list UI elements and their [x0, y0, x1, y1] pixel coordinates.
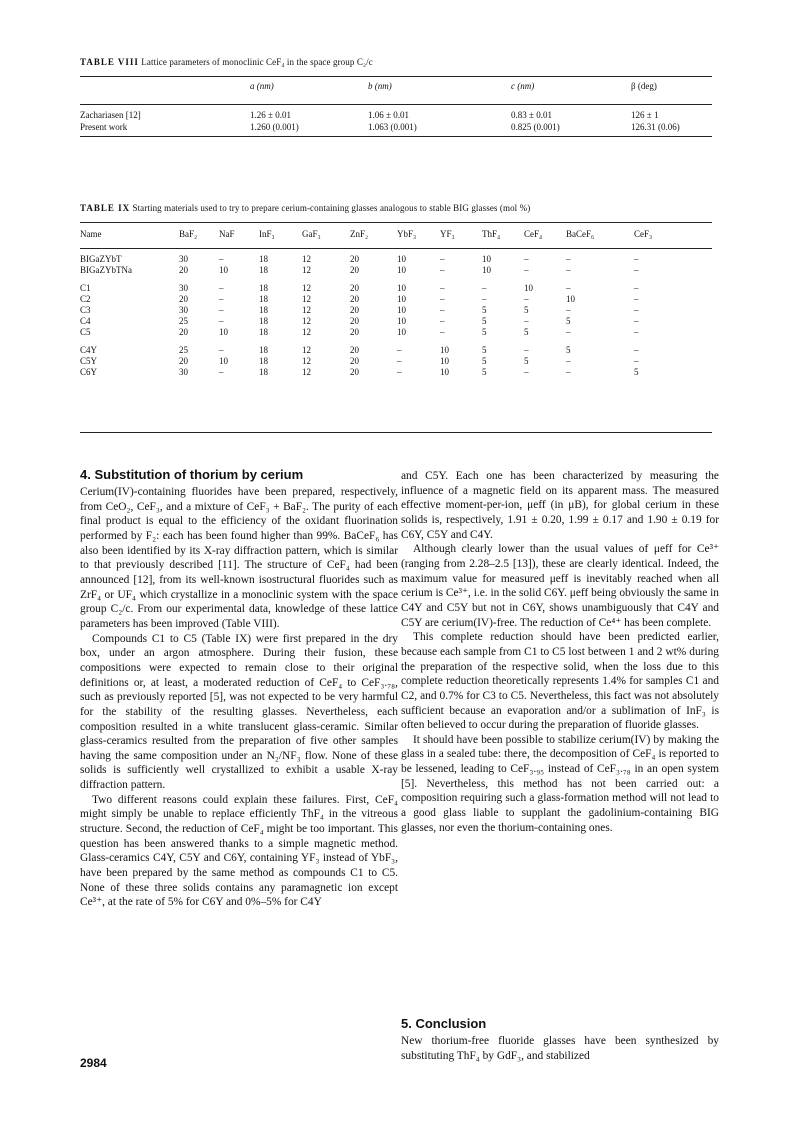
table8-header: c (nm) [511, 81, 535, 91]
table-cell: 1.06 ± 0.01 [368, 110, 409, 120]
table-row [80, 109, 712, 121]
table8 [80, 80, 712, 92]
table-cell: 10 [397, 254, 406, 264]
table-cell: 20 [350, 305, 359, 315]
paragraph: It should have been possible to stabilize cerium(IV) by making the glass in a sealed tube: there, the decomposition of CeF₄ is reported to be lessened, leading to CeF₃.₉₅ instead of CeF₃.₇₈ in an open system [5]. Nevertheless, this method has not been carried out: a composition requiring such a glass-formation method will not lead to a good glass liable to supplant the gadolinium-containing BIG glasses, nor even the thorium-containing ones. [401, 733, 719, 834]
table-cell: – [482, 283, 487, 293]
table-cell: 5 [482, 345, 487, 355]
table-cell: – [524, 345, 529, 355]
table-cell: 10 [566, 294, 575, 304]
table9-title: Starting materials used to try to prepare cerium-containing glasses analogous to stable BIG glasses (mol %) [132, 203, 531, 213]
table-cell: – [566, 254, 571, 264]
table-cell: 18 [259, 367, 268, 377]
table-cell: 18 [259, 305, 268, 315]
table9-bottom-rule [80, 432, 712, 433]
table8-header: β (deg) [631, 81, 657, 91]
table-row [80, 294, 712, 305]
table9-header: YF₃ [440, 229, 455, 239]
table-cell: 10 [524, 283, 533, 293]
table-cell: – [219, 254, 224, 264]
table-cell: Zachariasen [12] [80, 110, 141, 120]
row-name-cell: C1 [80, 283, 91, 293]
table-cell: 18 [259, 294, 268, 304]
table-cell: 0.825 (0.001) [511, 122, 560, 132]
row-name-cell: C4 [80, 316, 91, 326]
table8-mid-rule [80, 104, 712, 105]
table8-title: Lattice parameters of monoclinic CeF₄ in the space group C₂/c [141, 57, 373, 67]
table-cell: – [440, 294, 445, 304]
table-cell: 10 [482, 254, 491, 264]
table-cell: 12 [302, 327, 311, 337]
row-name-cell: C5 [80, 327, 91, 337]
table8-label: TABLE VIII [80, 57, 139, 67]
table-cell: 5 [482, 316, 487, 326]
table9-body [80, 254, 712, 378]
row-name-cell: BIGaZYbTNa [80, 265, 132, 275]
table-cell: 10 [397, 316, 406, 326]
table-row [80, 338, 712, 356]
table9-caption [80, 203, 530, 213]
table-cell: 5 [524, 305, 529, 315]
table-row [80, 276, 712, 294]
table-cell: – [482, 294, 487, 304]
paragraph: Although clearly lower than the usual values of μeff for Ce³⁺ (ranging from 2.28–2.5 [13]), these are clearly identical. Indeed, the maximum value for measured μeff is inevitably reached when all cerium is Ce³⁺, i.e. in the solid C6Y. μeff being obviously the same in C4Y and C5Y but not in C6Y, shows unambiguously that C4Y and C5Y are cerium(IV)-free. The reduction of Ce⁴⁺ has been complete. [401, 543, 719, 629]
table-row [80, 265, 712, 276]
text-column-right [401, 469, 719, 835]
table-cell: – [634, 294, 639, 304]
table9-head [80, 227, 712, 241]
paragraph: New thorium-free fluoride glasses have been synthesized by substituting ThF₄ by GdF₃, and stabilized [401, 1035, 719, 1062]
table-cell: 30 [179, 254, 188, 264]
table-cell: – [219, 367, 224, 377]
table-cell: 5 [524, 356, 529, 366]
table-cell: 18 [259, 254, 268, 264]
table-cell: 18 [259, 316, 268, 326]
table-cell: 10 [219, 265, 228, 275]
table8-caption [80, 57, 373, 67]
table-row [80, 305, 712, 316]
text-column-left [80, 467, 398, 910]
section-heading: 5. Conclusion [401, 1016, 487, 1031]
table-cell: – [440, 305, 445, 315]
table-cell: 10 [440, 356, 449, 366]
table9-header: GaF₃ [302, 229, 321, 239]
table-cell: – [397, 356, 402, 366]
table-cell: 126 ± 1 [631, 110, 659, 120]
table-cell: 30 [179, 305, 188, 315]
table-cell: 12 [302, 345, 311, 355]
table8-body [80, 109, 712, 133]
table8-bottom-rule [80, 136, 712, 137]
table-cell: 20 [350, 356, 359, 366]
table-cell: 18 [259, 283, 268, 293]
table-cell: 20 [350, 294, 359, 304]
table-cell: 20 [350, 327, 359, 337]
conclusion-block [401, 1016, 719, 1063]
table-cell: 5 [566, 316, 571, 326]
table-cell: 20 [350, 265, 359, 275]
table-cell: 126.31 (0.06) [631, 122, 680, 132]
row-name-cell: C2 [80, 294, 91, 304]
table-cell: – [219, 305, 224, 315]
table9-header: YbF₃ [397, 229, 417, 239]
table-cell: 12 [302, 265, 311, 275]
table-cell: 1.260 (0.001) [250, 122, 299, 132]
table-cell: – [566, 305, 571, 315]
table-row [80, 316, 712, 327]
table-cell: – [397, 367, 402, 377]
table-cell: 18 [259, 356, 268, 366]
table-cell: 10 [219, 356, 228, 366]
table9-header: CeF₃ [634, 229, 653, 239]
table-cell: 10 [397, 305, 406, 315]
section-heading: 4. Substitution of thorium by cerium [80, 467, 304, 482]
table-cell: 12 [302, 316, 311, 326]
table-cell: 20 [350, 316, 359, 326]
table-cell: – [524, 254, 529, 264]
table-cell: 20 [350, 254, 359, 264]
table-cell: – [524, 316, 529, 326]
table-cell: 12 [302, 294, 311, 304]
table-cell: – [634, 345, 639, 355]
table8-top-rule [80, 76, 712, 77]
table-cell: 5 [482, 305, 487, 315]
table-cell: 20 [179, 356, 188, 366]
table9-header-row [80, 227, 712, 241]
table-cell: 10 [397, 327, 406, 337]
table8-header: a (nm) [250, 81, 274, 91]
table-cell: – [634, 254, 639, 264]
row-name-cell: C3 [80, 305, 91, 315]
table-cell: 20 [179, 294, 188, 304]
table-cell: – [566, 283, 571, 293]
table8-header-row [80, 80, 712, 92]
table9-label: TABLE IX [80, 203, 131, 213]
table9-header: NaF [219, 229, 235, 239]
table-cell: 18 [259, 327, 268, 337]
table-row [80, 367, 712, 378]
table-cell: 5 [482, 356, 487, 366]
table-cell: 12 [302, 356, 311, 366]
table-cell: 5 [524, 327, 529, 337]
table-cell: 12 [302, 254, 311, 264]
table-cell: – [634, 316, 639, 326]
table-cell: 10 [397, 265, 406, 275]
table-cell: – [219, 283, 224, 293]
table-row [80, 356, 712, 367]
table-cell: 0.83 ± 0.01 [511, 110, 552, 120]
table-cell: – [397, 345, 402, 355]
table-cell: – [634, 265, 639, 275]
table-cell: – [440, 265, 445, 275]
table-row [80, 327, 712, 338]
table9-mid-rule [80, 248, 712, 249]
table-cell: 5 [634, 367, 639, 377]
paragraph: Compounds C1 to C5 (Table IX) were first prepared in the dry box, under an argon atmosphere. During their fusion, these compositions were expected to remain close to their original definitions or, at least, a moderated reduction of CeF₄ to CeF₃.₇₈, such as previously reported [5], was not expected to be very harmful for the stability of the resulting glasses. Nevertheless, each composition resulted in a white translucent glass-ceramic. Similar glass-ceramics resulted from the preparation of five other samples having the same composition under an N₂/NF₃ flow. None of these solids is sufficiently well crystallized to exhibit a usable X-ray diffraction pattern. [80, 632, 398, 792]
table-cell: 12 [302, 305, 311, 315]
table-cell: 5 [482, 327, 487, 337]
table-cell: 12 [302, 367, 311, 377]
page-number: 2984 [80, 1056, 107, 1070]
table-cell: – [566, 367, 571, 377]
table-cell: 20 [350, 283, 359, 293]
table-cell: – [566, 327, 571, 337]
table9-header: Name [80, 229, 102, 239]
table9-header: BaCeF₆ [566, 229, 595, 239]
table-cell: – [524, 367, 529, 377]
paragraph: This complete reduction should have been predicted earlier, because each sample from C1 to C5 lost between 1 and 2 wt% during the preparation of the respective solid, when the loss due to this complete reduction theoretically represents 1.4% for samples C1 and C2, and 0.7% for C3 to C5. Nevertheless, this fact was not absolutely sufficient because an evaporation and/or a sublimation of InF₃ is often believed to occur during the preparation of fluoride glasses. [401, 631, 719, 732]
table-cell: 10 [397, 294, 406, 304]
table-cell: 25 [179, 345, 188, 355]
table-cell: 18 [259, 265, 268, 275]
table9-header: ThF₄ [482, 229, 501, 239]
table9-header: InF₃ [259, 229, 275, 239]
table-row [80, 121, 712, 133]
table-cell: 25 [179, 316, 188, 326]
paragraph: Two different reasons could explain these failures. First, CeF₄ might simply be unable to replace efficiently ThF₄ in the vitreous structure. Second, the reduction of CeF₄ might be too important. This question has been answered thanks to a simple magnetic method. Glass-ceramics C4Y, C5Y and C6Y, containing YF₃ instead of YbF₃, have been prepared by the same method as compounds C1 to C5. None of these three solids contains any paramagnetic ion except Ce³⁺, at the rate of 5% for C6Y and 0%–5% for C4Y [80, 793, 398, 909]
table-cell: – [566, 356, 571, 366]
table-cell: – [566, 265, 571, 275]
table9-header: BaF₂ [179, 229, 198, 239]
table-cell: 10 [440, 345, 449, 355]
table-cell: 10 [397, 283, 406, 293]
table-cell: – [219, 345, 224, 355]
table-cell: – [524, 265, 529, 275]
row-name-cell: C6Y [80, 367, 98, 377]
table-cell: 1.063 (0.001) [368, 122, 417, 132]
table9-header: CeF₄ [524, 229, 543, 239]
table-cell: 10 [440, 367, 449, 377]
row-name-cell: C4Y [80, 345, 98, 355]
table-cell: – [440, 316, 445, 326]
table-cell: 18 [259, 345, 268, 355]
table9-header: ZnF₂ [350, 229, 369, 239]
table-cell: 5 [482, 367, 487, 377]
table-cell: 20 [350, 345, 359, 355]
table-cell: Present work [80, 122, 128, 132]
table-cell: – [634, 356, 639, 366]
table-cell: 20 [179, 265, 188, 275]
table-cell: 20 [179, 327, 188, 337]
table-cell: – [219, 316, 224, 326]
table-cell: 10 [482, 265, 491, 275]
table-cell: – [440, 283, 445, 293]
table-cell: – [440, 254, 445, 264]
table-cell: 30 [179, 367, 188, 377]
row-name-cell: BIGaZYbT [80, 254, 122, 264]
table8-header: b (nm) [368, 81, 392, 91]
table-cell: – [634, 305, 639, 315]
table-cell: – [440, 327, 445, 337]
table-cell: – [524, 294, 529, 304]
paragraph: Cerium(IV)-containing fluorides have been prepared, respectively, from CeO₂, CeF₃, and a mixture of CeF₃ + BaF₂. The purity of each final product is equal to the efficiency of the oxidant fluorination performed by F₂: each has been found higher than 99%. BaCeF₆ has also been identified by its X-ray diffraction pattern, which is similar to that previously described [11]. The structure of CeF₄ had been announced [12], from its well-known isostructural fluorides such as ZrF₄ or UF₄ which crystallize in a monoclinic system with the space group C₂/c. From our experimental data, knowledge of these lattice parameters has been improved (Table VIII). [80, 486, 398, 630]
table-cell: – [634, 327, 639, 337]
table-cell: 30 [179, 283, 188, 293]
table-cell: – [634, 283, 639, 293]
table-cell: 20 [350, 367, 359, 377]
table-row [80, 254, 712, 265]
table-cell: 12 [302, 283, 311, 293]
paragraph: and C5Y. Each one has been characterized by measuring the influence of a magnetic field on its apparent mass. The measured effective moment-per-ion, μeff (in μB), for global cerium in these solids is, respectively, 1.91 ± 0.20, 1.99 ± 0.17 and 1.90 ± 0.19 for C6Y, C5Y and C4Y. [401, 470, 719, 541]
table-cell: 10 [219, 327, 228, 337]
table8-header [80, 80, 250, 92]
table9-top-rule [80, 222, 712, 223]
table-cell: 1.26 ± 0.01 [250, 110, 291, 120]
table-cell: – [219, 294, 224, 304]
row-name-cell: C5Y [80, 356, 98, 366]
table-cell: 5 [566, 345, 571, 355]
